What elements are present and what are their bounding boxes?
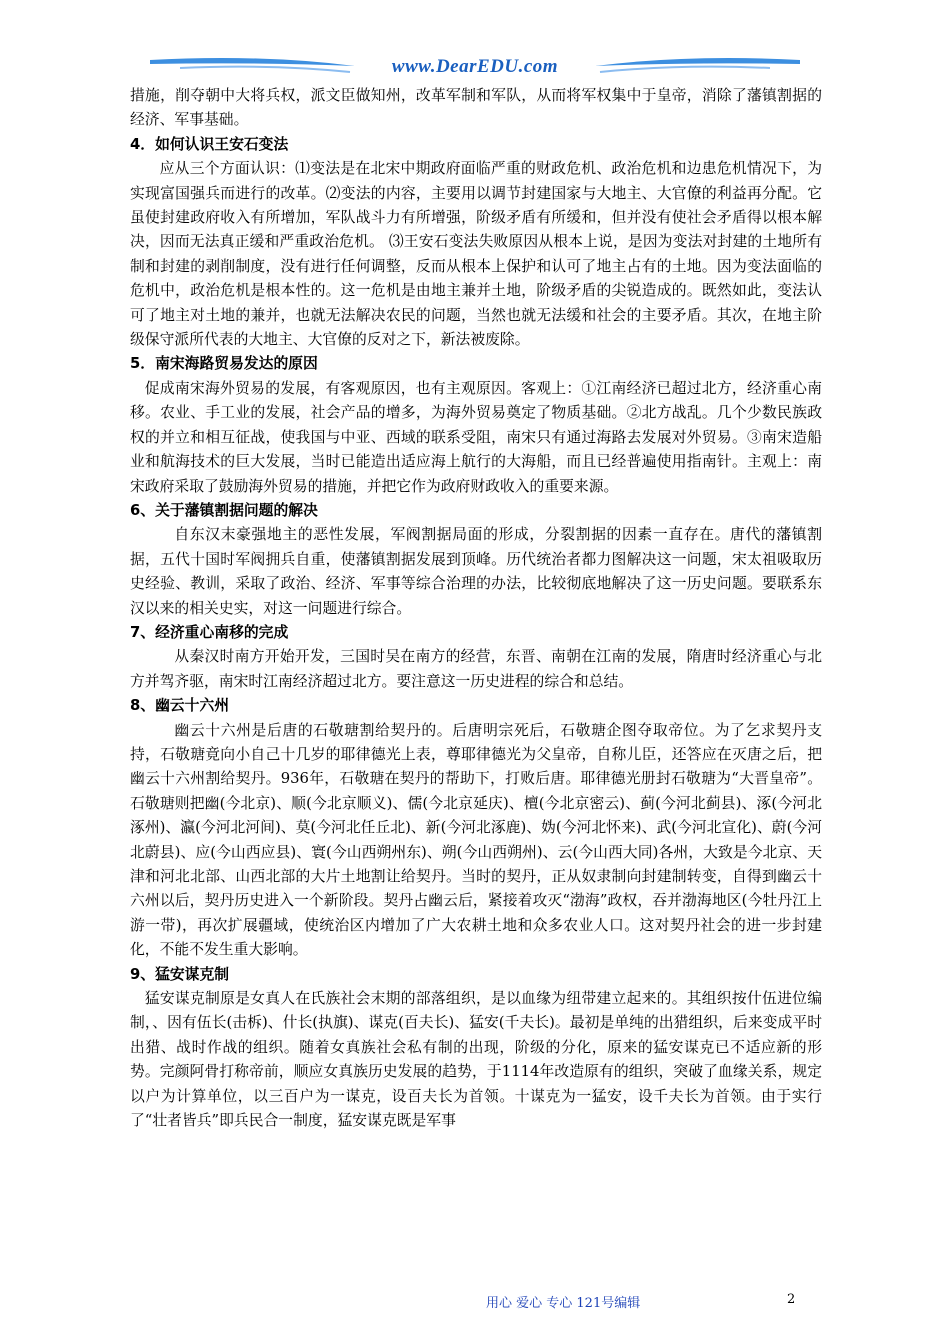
paragraph-6: 自东汉末豪强地主的恶性发展，军阀割据局面的形成，分裂割据的因素一直存在。唐代的藩镇割据，五代十国时军阀拥兵自重，使藩镇割据发展到顶峰。历代统治者都力图解决这一问题，宋太祖吸取历史经验、教训，采取了政治、经济、军事等综合治理的办法，比较彻底地解决了这一历史问题。要联系东汉以来的相关史实，对这一问题进行综合。 <box>130 526 822 617</box>
document-body <box>130 84 822 1133</box>
paragraph-9: 猛安谋克制原是女真人在氏族社会末期的部落组织，是以血缘为纽带建立起来的。其组织按什伍进位编制，、因有伍长(击柝)、什长(执旗)、谋克(百夫长)、猛安(千夫长)。最初是单纯的出猎组织，后来变成平时出猎、战时作战的组织。随着女真族社会私有制的出现，阶级的分化，原来的猛安谋克已不适应新的形势。完颜阿骨打称帝前，顺应女真族历史发展的趋势，于1114年改造原有的组织，突破了血缘关系，规定以户为计算单位，以三百户为一谋克，设百夫长为首领。十谋克为一猛安，设千夫长为首领。由于实行了“壮者皆兵”即兵民合一制度，猛安谋克既是军事 <box>130 990 822 1130</box>
heading-9: 9、猛安谋克制 <box>130 965 230 983</box>
footer-note: 用心 爱心 专心 121号编辑 <box>486 1296 641 1311</box>
paragraph-8: 幽云十六州是后唐的石敬瑭割给契丹的。后唐明宗死后，石敬瑭企图夺取帝位。为了乞求契丹支持，石敬瑭竟向小自己十几岁的耶律德光上表，尊耶律德光为父皇帝，自称儿臣，还答应在灭唐之后，把幽云十六州割给契丹。936年，石敬瑭在契丹的帮助下，打败后唐。耶律德光册封石敬瑭为“大晋皇帝”。石敬瑭则把幽(今北京)、顺(今北京顺义)、儒(今北京延庆)、檀(今北京密云)、蓟(今河北蓟县)、涿(今河北涿州)、瀛(今河北河间)、莫(今河北任丘北)、新(今河北涿鹿)、妫(今河北怀来)、武(今河北宣化)、蔚(今河北蔚县)、应(今山西应县)、寰(今山西朔州东)、朔(今山西朔州)、云(今山西大同)各州，大致是今北京、天津和河北北部、山西北部的大片土地割让给契丹。当时的契丹，正从奴隶制向封建制转变，自得到幽云十六州以后，契丹历史进入一个新阶段。契丹占幽云后，紧接着攻灭“渤海”政权，吞并渤海地区(今牡丹江上游一带)，再次扩展疆域，使统治区内增加了广大农耕土地和众多农业人口。这对契丹社会的进一步封建化，不能不发生重大影响。 <box>130 721 822 959</box>
heading-8: 8、幽云十六州 <box>130 697 230 715</box>
site-logo: www.DearEDU.com <box>391 56 559 77</box>
heading-4: 4．如何认识王安石变法 <box>130 135 289 153</box>
page-header <box>0 52 950 86</box>
paragraph-7: 从秦汉时南方开始开发，三国时吴在南方的经营，东晋、南朝在江南的发展，隋唐时经济重心与北方并驾齐驱，南宋时江南经济超过北方。要注意这一历史进程的综合和总结。 <box>130 648 822 690</box>
paragraph-5: 促成南宋海外贸易的发展，有客观原因，也有主观原因。客观上：①江南经济已超过北方，经济重心南移。农业、手工业的发展，社会产品的增多，为海外贸易奠定了物质基础。②北方战乱。几个少数民族政权的并立和相互征战，使我国与中亚、西域的联系受阻，南宋只有通过海路去发展对外贸易。③南宋造船业和航海技术的巨大发展，当时已能造出适应海上航行的大海船，而且已经普遍使用指南针。主观上：南宋政府采取了鼓励海外贸易的措施，并把它作为政府财政收入的重要来源。 <box>130 379 822 495</box>
paragraph-intro: 措施，削夺朝中大将兵权，派文臣做知州，改革军制和军队，从而将军权集中于皇帝，消除了藩镇割据的经济、军事基础。 <box>130 87 822 129</box>
paragraph-4: 应从三个方面认识：⑴变法是在北宋中期政府面临严重的财政危机、政治危机和边患危机情况下，为实现富国强兵而进行的改革。⑵变法的内容，主要用以调节封建国家与大地主、大官僚的利益再分配。它虽使封建政府收入有所增加，军队战斗力有所增强，阶级矛盾有所缓和，但并没有使社会矛盾得以根本解决，因而无法真正缓和严重政治危机。 ⑶王安石变法失败原因从根本上说，是因为变法对封建的土地所有制和封建的剥削制度，没有进行任何调整，反而从根本上保护和认可了地主占有的土地。因为变法面临的危机中，政治危机是根本性的。这一危机是由地主兼并土地，阶级矛盾的尖锐造成的。既然如此，变法认可了地主对土地的兼并，也就无法解决农民的问题，当然也就无法缓和社会的主要矛盾。其次，在地主阶级保守派所代表的大地主、大官僚的反对之下，新法被废除。 <box>130 160 822 349</box>
heading-7: 7、经济重心南移的完成 <box>130 623 289 641</box>
heading-6: 6、关于藩镇割据问题的解决 <box>130 501 318 519</box>
heading-5: 5．南宋海路贸易发达的原因 <box>130 355 318 373</box>
page-number: 2 <box>787 1292 796 1307</box>
